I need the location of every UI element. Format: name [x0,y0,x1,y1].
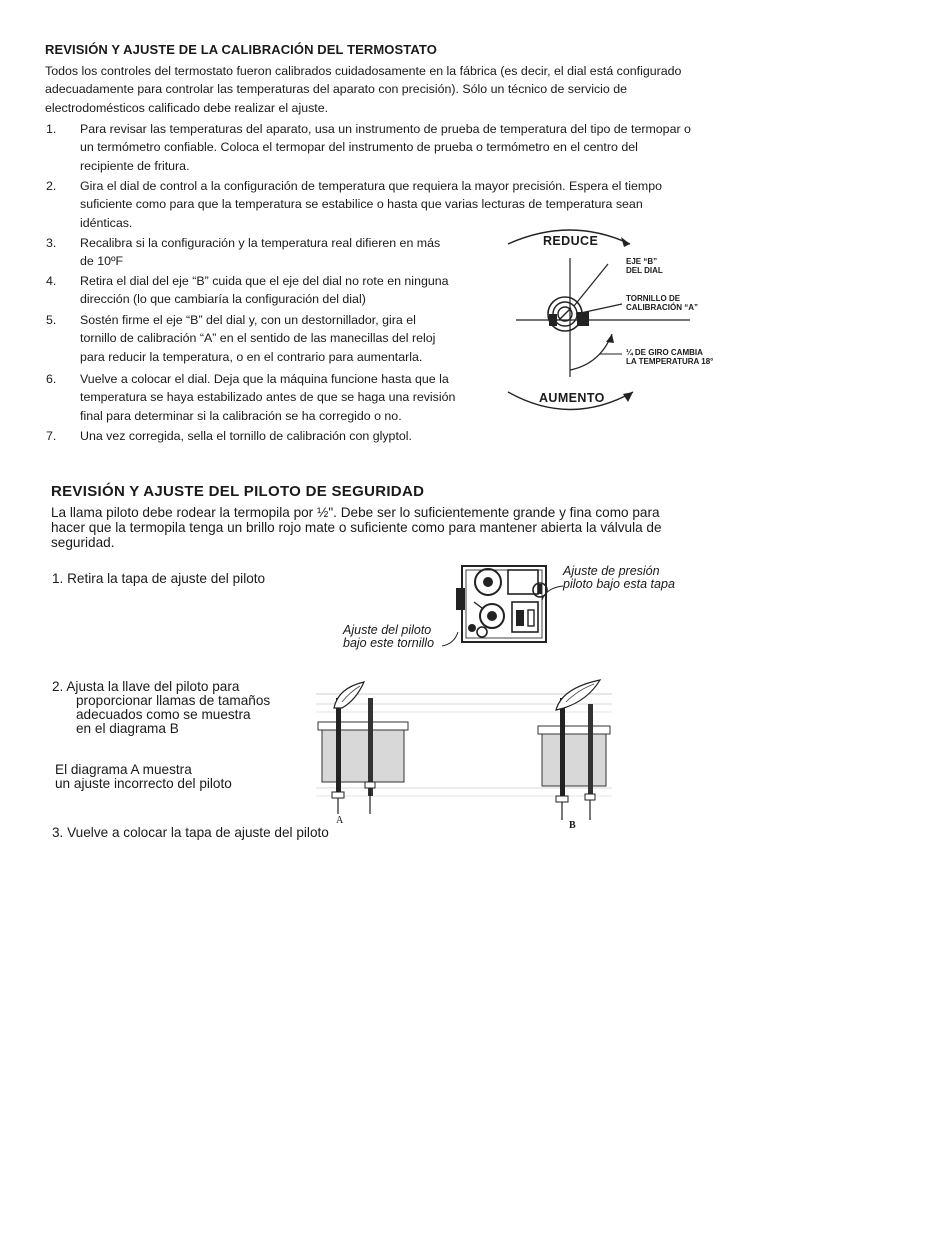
tornillo-label [626,294,698,312]
step-6 [46,370,506,426]
intro-line: seguridad. [51,535,115,550]
intro-line: La llama piloto debe rodear la termopila por ½". Debe ser lo suficientemente grande y fina como para [51,505,660,520]
step-number: 7. [46,429,57,443]
section2-title: REVISIÓN Y AJUSTE DEL PILOTO DE SEGURIDAD [51,483,425,500]
step-5 [46,311,506,367]
step-line: dirección (lo que cambiaría la configuración del dial) [80,292,366,307]
step-text [80,272,449,309]
section1-intro [45,62,765,117]
step-1 [46,120,766,176]
intro-line: hacer que la termopila tenga un brillo rojo mate o suficiente como para mantener abierta la válvula de [51,520,662,535]
valve-label-bottom [343,624,434,650]
step-line: Vuelve a colocar el dial. Deja que la máquina funcione hasta que la [80,372,449,386]
step-line: adecuados como se muestra [76,707,251,722]
diagram-b-label: B [569,820,576,831]
valve-label-top [563,565,675,591]
label-line: Ajuste del piloto [343,623,432,637]
step-4 [46,272,506,310]
pilot-step-1: 1. Retira la tapa de ajuste del piloto [52,571,266,586]
step-line: Para revisar las temperaturas del aparato, usa un instrumento de prueba de temperatura del tipo de termopar o [80,122,691,136]
diagram-a-drawing [318,682,408,814]
valve-leader-lines [436,572,566,652]
step-3 [46,234,506,272]
step-text [80,234,440,271]
step-line: para reducir la temperatura, o en el contrario para aumentarla. [80,349,423,364]
step-line: final para determinar si la calibración se ha corregido o no. [80,408,402,423]
step-line: suficiente como para que la temperatura se estabilice o hasta que varias lecturas de temperatura sean [80,197,643,212]
step-number: 4. [46,274,57,288]
section1-title: REVISIÓN Y AJUSTE DE LA CALIBRACIÓN DEL TERMOSTATO [45,42,437,57]
intro-line: electrodomésticos calificado debe realizar el ajuste. [45,100,329,115]
giro-label [626,348,713,366]
pilot-flame-diagrams [312,674,617,824]
step-line: tornillo de calibración “A” en el sentido de las manecillas del reloj [80,331,436,346]
label-line: CALIBRACIÓN “A” [626,303,698,312]
intro-line: Todos los controles del termostato fueron calibrados cuidadosamente en la fábrica (es decir, el dial está configurado [45,64,682,78]
step-number: 2. [46,179,57,193]
reduce-label: REDUCE [543,234,599,248]
pilot-step-2 [52,680,322,736]
step-text [80,427,412,445]
step-line: Recalibra si la configuración y la temperatura real difieren en más [80,236,441,250]
step-line: de 10ºF [80,254,124,269]
label-line: LA TEMPERATURA 18° [626,357,714,366]
step-text [80,370,455,425]
diagram-a-label: A [336,815,344,826]
note-line: un ajuste incorrecto del piloto [55,776,232,791]
label-line: DEL DIAL [626,266,663,275]
label-line: TORNILLO DE [626,294,681,303]
calibration-dial-diagram [490,222,720,417]
step-number: 6. [46,372,57,386]
step-line: proporcionar llamas de tamaños [76,693,271,708]
step-number: 3. [46,236,57,250]
label-line: Ajuste de presión [563,564,660,578]
step-line: Sostén firme el eje “B” del dial y, con un destornillador, gira el [80,313,416,327]
step-line: un termómetro confiable. Coloca el termopar del instrumento de prueba o termómetro en el centro del [80,140,638,155]
step-line: idénticas. [80,215,133,230]
step-text [80,120,691,175]
step-line: recipiente de fritura. [80,158,190,173]
label-line: EJE “B” [626,257,658,266]
aumento-label: AUMENTO [539,391,605,405]
step-line: temperatura se haya estabilizado antes de que se haga una revisión [80,390,456,405]
step-line: Una vez corregida, sella el tornillo de calibración con glyptol. [80,429,412,443]
step-line: 2. Ajusta la llave del piloto para [52,679,240,694]
pilot-step-3: 3. Vuelve a colocar la tapa de ajuste del piloto [52,825,329,840]
step-number: 1. [46,122,57,136]
diagram-b-drawing [538,680,610,820]
note-line: El diagrama A muestra [55,762,192,777]
intro-line: adecuadamente para controlar las temperaturas del aparato con precisión). Sólo un técnico de servicio de [45,82,628,97]
label-line: piloto bajo esta tapa [563,577,675,591]
step-number: 5. [46,313,57,327]
step-line: en el diagrama B [76,721,179,736]
step-text [80,311,435,366]
label-line: ¼ DE GIRO CAMBIA [626,348,703,357]
step-line: Gira el dial de control a la configuración de temperatura que requiera la mayor precisión. Espera el tiempo [80,179,662,193]
step-7 [46,427,506,447]
section2-intro [51,505,751,550]
eje-b-label [626,257,663,275]
diagram-a-note [55,763,325,791]
label-line: bajo este tornillo [343,636,435,650]
step-line: Retira el dial del eje “B” cuida que el eje del dial no rote en ninguna [80,274,449,288]
